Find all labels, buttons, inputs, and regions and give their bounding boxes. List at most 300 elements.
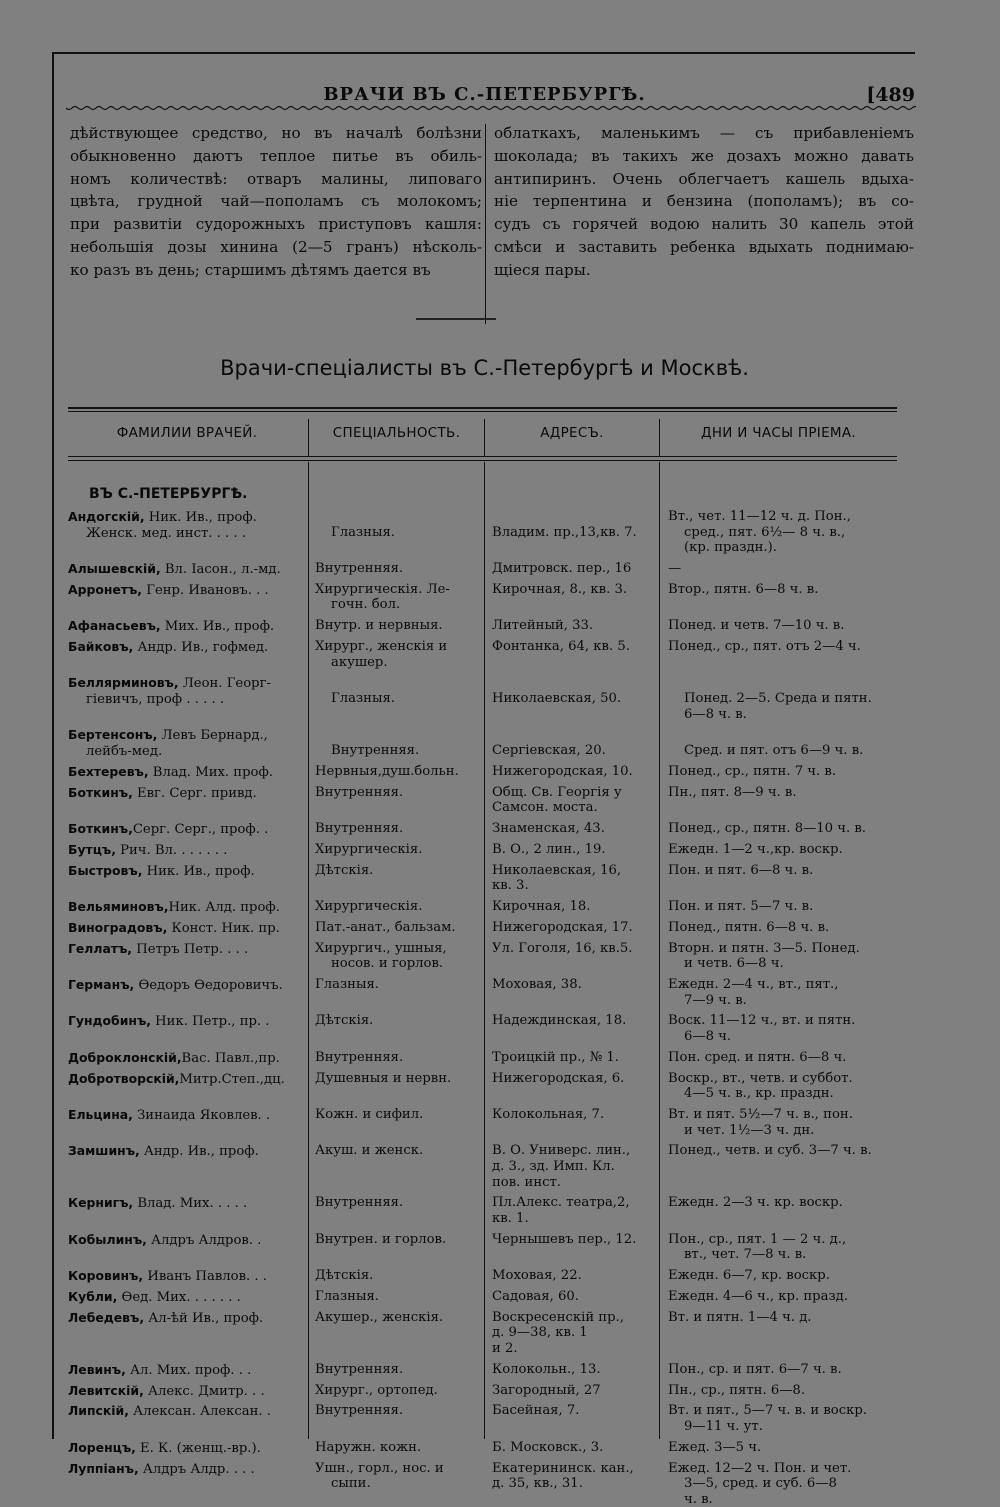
table-row [68,1143,897,1190]
address-line: Николаевская, 16, [492,862,622,878]
wavy-rule [66,104,916,112]
doctor-name-cell [68,1440,304,1457]
address-line: Нижегородская, 17. [492,919,633,935]
address-cell [492,618,655,634]
table-row [68,1440,897,1456]
address-cell [492,842,655,858]
doctor-name-line: Алышевскій, Вл. Іасон., л.-мд. [68,561,281,577]
header-title: ВРАЧИ ВЪ С.-ПЕТЕРБУРГѢ. [323,84,646,105]
doctor-name-line: Лебедевъ, Ал-ѣй Ив., проф. [68,1309,264,1326]
reception-hours-line: Пон., ср., пят. 1 — 2 ч. д., [668,1231,847,1247]
specialty-cell [315,1289,479,1305]
specialty-cell [315,899,479,915]
specialty-cell [315,582,479,613]
text-line: ніе терпентина и бензина (пополамъ); въ со- [494,192,914,211]
table-top-rule-thin [68,411,897,412]
address-cell [492,1071,655,1087]
text-line: дѣйствующее средство, но въ началѣ болѣзни [70,124,482,142]
page-number: [489 [866,84,915,106]
specialty-cell [315,639,479,670]
reception-hours-line: сред., пят. 6½— 8 ч. в., [684,524,846,540]
table-row [68,920,897,936]
address-line: Кирочная, 18. [492,899,591,914]
doctor-name-cell [68,1050,304,1067]
address-cell [492,899,655,915]
address-line: Самсон. моста. [492,800,598,816]
address-cell [492,1362,655,1378]
address-line [492,509,655,525]
address-line: Екатерининск. кан., [492,1460,634,1476]
reception-hours-cell [668,1362,898,1378]
reception-hours-line: Пн., ср., пятн. 6—8. [668,1382,806,1398]
text-line: обыкновенно даютъ теплое питье въ обиль- [70,146,482,165]
doctor-name-line: гіевичъ, проф . . . . . [86,691,225,707]
reception-hours-cell [668,1143,898,1159]
specialty-cell [315,1013,479,1029]
specialty-line: Внутренняя. [315,561,404,576]
text-line: небольшія дозы хинина (2—5 гранъ) нѣсколь- [70,237,482,256]
address-cell [492,1403,655,1419]
doctor-name-line: Бутцъ, Рич. Вл. . . . . . . [68,841,228,858]
reception-hours-line: Понед. и четв. 7—10 ч. в. [668,618,845,634]
reception-hours-cell [668,977,898,1008]
specialty-line: Внутренняя. [315,821,404,836]
table-row [68,1013,897,1044]
doctor-name-line: Кубли, Ѳед. Мих. . . . . . . [68,1289,241,1305]
reception-hours-line: — [668,561,682,576]
specialty-line [315,675,479,691]
address-cell [492,1143,655,1190]
doctor-name-cell [68,582,304,599]
table-row [68,764,897,780]
text-line: шоколада; въ такихъ же дозахъ можно давать [494,146,914,165]
doctor-name-line: Добротворскій,Митр.Степ.,дц. [68,1070,285,1087]
specialty-line: носов. и горлов. [331,956,444,972]
doctor-name-cell [68,899,304,916]
text-line: при развитіи судорожныхъ приступовъ кашля: [70,215,482,234]
reception-hours-cell [668,561,898,577]
specialty-line: Внутренняя. [315,1049,404,1065]
address-line [492,727,655,743]
specialty-line: Внутренняя. [315,1195,404,1211]
doctor-name-line: Афанасьевъ, Мих. Ив., проф. [68,618,275,635]
specialty-cell [315,1071,479,1087]
column-divider [485,124,486,324]
address-cell [492,1289,655,1305]
doctor-name-cell [68,842,304,859]
table-row [68,1195,897,1226]
table-row [68,561,897,577]
reception-hours-line: Понед., пятн. 6—8 ч. в. [668,919,830,935]
address-line: Кирочная, 8., кв. 3. [492,581,628,597]
doctor-name-line: лейбъ-мед. [86,743,163,759]
doctor-name-cell [68,1383,304,1400]
doctor-name-cell [68,1143,304,1160]
text-line: номъ количествѣ: отваръ малины, липоваго [70,169,482,188]
doctor-name-cell [68,1071,304,1088]
table-row [68,727,897,758]
specialty-cell [315,1232,479,1248]
reception-hours-cell [668,863,898,879]
table-row [68,899,897,915]
reception-hours-cell [668,727,898,758]
text-column-right [494,122,914,282]
doctor-name-cell [68,1461,304,1478]
text-line: цвѣта, грудной чай—пополамъ съ молокомъ; [70,192,482,211]
doctor-name-cell [68,639,304,656]
specialty-line: Хирург., ортопед. [315,1382,438,1398]
specialty-line: Акуш. и женск. [315,1143,424,1159]
table-row [68,785,897,816]
specialty-line: Хирургическія. [315,841,423,857]
specialty-line: акушер. [331,654,388,670]
table-row [68,863,897,894]
address-line: Чернышевъ пер., 12. [492,1231,637,1247]
reception-hours-line: Вт. и пят., 5—7 ч. в. и воскр. [668,1403,868,1419]
specialty-cell [315,764,479,780]
address-line [492,675,655,691]
table-row [68,1289,897,1305]
reception-hours-line: Воскр., вт., четв. и суббот. [668,1070,853,1086]
specialty-line: Дѣтскія. [315,1013,374,1029]
specialty-line: Хирургическія. Ле- [315,581,450,597]
doctor-name-line: Беллярминовъ, Леон. Георг- [68,675,271,692]
address-line: Колокольная, 7. [492,1107,605,1122]
doctor-name-cell [68,561,304,578]
specialty-cell [315,727,479,758]
reception-hours-line: Пон. и пят. 5—7 ч. в. [668,899,814,914]
reception-hours-line: Понед., четв. и суб. 3—7 ч. в. [668,1143,872,1159]
specialty-line: Хирургич., ушныя, [315,940,447,956]
text-line: смѣси и заставить ребенка вдыхать поднимаю- [494,237,914,256]
address-cell [492,977,655,993]
specialty-line: Глазныя. [315,1289,379,1304]
doctor-name-line: Геллатъ, Петръ Петр. . . . [68,940,249,957]
specialty-cell [315,618,479,634]
reception-hours-line: 7—9 ч. в. [684,992,747,1008]
specialty-line: гочн. бол. [331,597,401,613]
address-line: Знаменская, 43. [492,821,605,836]
specialty-cell [315,1310,479,1326]
address-cell [492,561,655,577]
doctor-name-cell [68,1107,304,1124]
reception-hours-line: Пон. сред. и пятн. 6—8 ч. [668,1049,847,1065]
table-top-rule [68,407,897,409]
reception-hours-cell [668,785,898,801]
doctor-name-cell [68,920,304,937]
reception-hours-line: Ежед. 12—2 ч. Пон. и чет. [668,1460,852,1476]
specialty-cell [315,941,479,972]
address-line: д. 35, кв., 31. [492,1476,583,1492]
address-cell [492,582,655,598]
reception-hours-cell [668,1268,898,1284]
specialty-cell [315,977,479,993]
address-cell [492,1050,655,1066]
specialty-cell [315,561,479,577]
reception-hours-cell [668,1461,898,1507]
specialty-cell [315,842,479,858]
doctor-name-line: Коровинъ, Иванъ Павлов. . . [68,1268,267,1285]
address-cell [492,863,655,894]
reception-hours-line: вт., чет. 7—8 ч. в. [684,1247,807,1263]
address-cell [492,821,655,837]
specialty-line: Глазныя. [331,690,395,706]
reception-hours-cell [668,764,898,780]
table-row [68,1310,897,1357]
specialty-line: Внутренняя. [315,784,404,800]
specialty-line: Внутренняя. [315,1361,404,1377]
reception-hours-line [668,727,898,743]
doctor-name-line: Кернигъ, Влад. Мих. . . . . [68,1195,248,1212]
address-line: Общ. Св. Георгія у [492,784,622,800]
reception-hours-cell [668,899,898,915]
reception-hours-line: Понед., ср., пятн. 8—10 ч. в. [668,821,866,836]
table-row [68,1050,897,1066]
address-line: Моховая, 22. [492,1268,582,1284]
specialty-line: Хирургическія. [315,899,423,914]
table-row [68,1461,897,1507]
address-line: Воскресенскій пр., [492,1309,624,1325]
address-line: Моховая, 38. [492,977,582,992]
specialty-cell [315,509,479,540]
specialty-cell [315,1383,479,1399]
reception-hours-line: Воск. 11—12 ч., вт. и пятн. [668,1013,856,1029]
reception-hours-cell [668,1403,898,1434]
specialty-line: Внутренняя. [315,1403,404,1419]
address-line: Фонтанка, 64, кв. 5. [492,639,630,654]
doctor-name-line: Андогскій, Ник. Ив., проф. [68,509,257,525]
table-row [68,618,897,634]
reception-hours-line: Пн., пят. 8—9 ч. в. [668,784,797,800]
table-row [68,1362,897,1378]
address-line: Колокольн., 13. [492,1361,601,1377]
table-row [68,509,897,556]
reception-hours-line: и четв. 6—8 ч. [684,956,784,972]
doctor-name-cell [68,821,304,838]
specialty-cell [315,863,479,879]
address-line: кв. 3. [492,878,529,894]
reception-hours-line [668,675,898,691]
reception-hours-line: 3—5, сред. и суб. 6—8 [684,1476,837,1492]
doctor-name-cell [68,509,304,541]
address-line: Надеждинская, 18. [492,1013,627,1029]
address-line: Басейная, 7. [492,1403,580,1419]
doctor-name-line: Липскій, Алексан. Алексан. . [68,1403,271,1420]
specialty-line [315,727,479,743]
doctor-name-line: Лоренцъ, Е. К. (женщ.-вр.). [68,1439,261,1456]
header-names: ФАМИЛИИ ВРАЧЕЙ. [116,425,258,441]
doctor-name-cell [68,1013,304,1030]
reception-hours-cell [668,509,898,556]
specialty-line: Хирург., женскія и [315,639,448,654]
address-cell [492,1232,655,1248]
specialty-cell [315,920,479,936]
doctor-name-line: Гундобинъ, Ник. Петр., пр. . [68,1013,270,1030]
address-line: Нижегородская, 10. [492,763,633,779]
doctor-name-cell [68,977,304,994]
specialty-cell [315,1268,479,1284]
address-cell [492,1383,655,1399]
address-cell [492,1013,655,1029]
header-specialty: СПЕЦІАЛЬНОСТЬ. [332,425,461,441]
table-row [68,582,897,613]
address-line: Троицкій пр., № 1. [492,1049,619,1065]
table-row [68,1268,897,1284]
specialty-cell [315,1461,479,1492]
table-row [68,977,897,1008]
specialty-line: сыпи. [331,1476,371,1492]
city-heading: ВЪ С.-ПЕТЕРБУРГѢ. [89,486,248,502]
reception-hours-cell [668,1195,898,1211]
address-line: Сергіевская, 20. [492,742,606,758]
specialty-line: Душевныя и нервн. [315,1070,452,1086]
reception-hours-cell [668,582,898,598]
address-cell [492,1440,655,1456]
table-row [68,1107,897,1138]
doctor-name-line: Боткинъ,Серг. Серг., проф. . [68,821,269,837]
text-line: судъ съ горячей водою налить 30 капель этой [494,215,914,234]
doctor-name-line: Вельяминовъ,Ник. Алд. проф. [68,899,280,915]
specialty-line: Внутренняя. [331,742,420,758]
specialty-line: Наружн. кожн. [315,1439,422,1455]
reception-hours-line: 6—8 ч. в. [684,706,747,722]
specialty-cell [315,1143,479,1159]
doctor-name-line: Доброклонскій,Вас. Павл.,пр. [68,1049,280,1066]
text-column-left [70,122,482,282]
doctor-name-cell [68,1195,304,1212]
table-row [68,1383,897,1399]
doctor-name-line: Кобылинъ, Алдръ Алдров. . [68,1231,262,1248]
doctor-name-cell [68,941,304,958]
table-row [68,675,897,722]
reception-hours-line: Пон., ср. и пят. 6—7 ч. в. [668,1361,842,1377]
reception-hours-cell [668,1289,898,1305]
address-cell [492,1268,655,1284]
reception-hours-cell [668,1050,898,1066]
reception-hours-cell [668,821,898,837]
section-title: Врачи-спеціалисты въ С.-Петербургѣ и Москвѣ. [220,356,749,380]
reception-hours-line: Пон. и пят. 6—8 ч. в. [668,862,814,878]
doctor-name-line: Левитскій, Алекс. Дмитр. . . [68,1382,265,1399]
doctor-name-cell [68,727,304,759]
text-line: ко разъ въ день; старшимъ дѣтямъ дается въ [70,260,431,279]
address-line: Б. Московск., 3. [492,1439,604,1455]
table-row [68,639,897,670]
specialty-line: Ушн., горл., нос. и [315,1460,444,1476]
address-line: д. 9—38, кв. 1 [492,1325,588,1341]
reception-hours-line: Вторн. и пятн. 3—5. Понед. [668,940,860,956]
table-row [68,1071,897,1102]
address-line: Садовая, 60. [492,1289,579,1304]
address-line: д. 3., зд. Имп. Кл. [492,1158,615,1174]
reception-hours-line: 6—8 ч. [684,1028,732,1044]
address-line: Ул. Гоголя, 16, кв.5. [492,940,633,956]
reception-hours-cell [668,920,898,936]
reception-hours-line: Ежед. 3—5 ч. [668,1439,762,1455]
reception-hours-cell [668,842,898,858]
address-cell [492,639,655,655]
table-row [68,821,897,837]
specialty-cell [315,1195,479,1211]
reception-hours-line: Понед., ср., пят. отъ 2—4 ч. [668,639,861,654]
table-header-rule [68,456,897,457]
reception-hours-cell [668,1013,898,1044]
address-cell [492,920,655,936]
doctor-name-cell [68,785,304,802]
specialty-line: Нервныя,душ.больн. [315,763,459,779]
doctor-name-cell [68,1362,304,1379]
specialty-line: Акушер., женскія. [315,1309,444,1325]
reception-hours-line: Втор., пятн. 6—8 ч. в. [668,581,819,597]
address-cell [492,941,655,957]
doctor-name-cell [68,764,304,781]
page-frame [52,52,915,1507]
specialty-line [315,509,479,525]
reception-hours-cell [668,1071,898,1102]
header-address: АДРЕСЪ. [540,425,604,441]
doctor-name-line: Бертенсонъ, Левъ Бернард., [68,727,268,744]
specialty-cell [315,675,479,706]
address-line: Пл.Алекс. театра,2, [492,1195,630,1211]
doctor-name-line: Арронетъ, Генр. Ивановъ. . . [68,581,269,598]
address-line: и 2. [492,1340,518,1356]
doctor-name-cell [68,675,304,707]
reception-hours-line: ч. в. [684,1491,713,1507]
doctor-name-cell [68,618,304,635]
address-line: В. О. Универс. лин., [492,1143,631,1159]
specialty-cell [315,1050,479,1066]
doctor-name-line: Байковъ, Андр. Ив., гофмед. [68,639,269,655]
reception-hours-line: Вт., чет. 11—12 ч. д. Пон., [668,509,851,524]
doctor-name-line: Боткинъ, Евг. Серг. привд. [68,784,257,801]
doctor-name-line: Бехтеревъ, Влад. Мих. проф. [68,763,273,780]
address-cell [492,1107,655,1123]
doctor-name-line: Виноградовъ, Конст. Ник. пр. [68,919,280,936]
header-hours: ДНИ И ЧАСЫ ПРІЕМА. [701,425,856,441]
continued-text [70,122,915,332]
doctor-name-line: Ельцина, Зинаида Яковлев. . [68,1107,271,1123]
address-line: Дмитровск. пер., 16 [492,561,632,576]
reception-hours-line: Ежедн. 4—6 ч., кр. празд. [668,1289,848,1304]
specialty-line: Дѣтскія. [315,1268,374,1284]
address-line: кв. 1. [492,1210,529,1226]
reception-hours-cell [668,1107,898,1138]
reception-hours-line: 9—11 ч. ут. [684,1418,763,1434]
specialty-cell [315,1403,479,1419]
doctor-name-line: Германъ, Ѳедоръ Ѳедоровичъ. [68,977,283,993]
table-row [68,1403,897,1434]
specialty-line: Дѣтскія. [315,862,374,878]
table-row [68,941,897,972]
table-header-rule-thin [68,460,897,461]
reception-hours-line: Ежедн. 1—2 ч.,кр. воскр. [668,841,843,857]
reception-hours-line: Ежедн. 6—7, кр. воскр. [668,1268,830,1284]
text-line: антипиринъ. Очень облегчаетъ кашель вдыха- [494,169,914,188]
reception-hours-line: Понед., ср., пятн. 7 ч. в. [668,763,837,779]
specialty-line: Внутр. и нервныя. [315,618,443,634]
doctor-name-line: Замшинъ, Андр. Ив., проф. [68,1143,259,1160]
doctor-name-cell [68,1232,304,1249]
address-cell [492,1461,655,1492]
address-cell [492,1310,655,1357]
reception-hours-line: (кр. праздн.). [684,540,777,556]
specialty-line: Глазныя. [331,524,395,540]
reception-hours-cell [668,1440,898,1456]
reception-hours-line: Вт. и пятн. 1—4 ч. д. [668,1309,812,1325]
specialty-line: Глазныя. [315,977,379,992]
specialty-cell [315,1107,479,1123]
address-cell [492,727,655,758]
